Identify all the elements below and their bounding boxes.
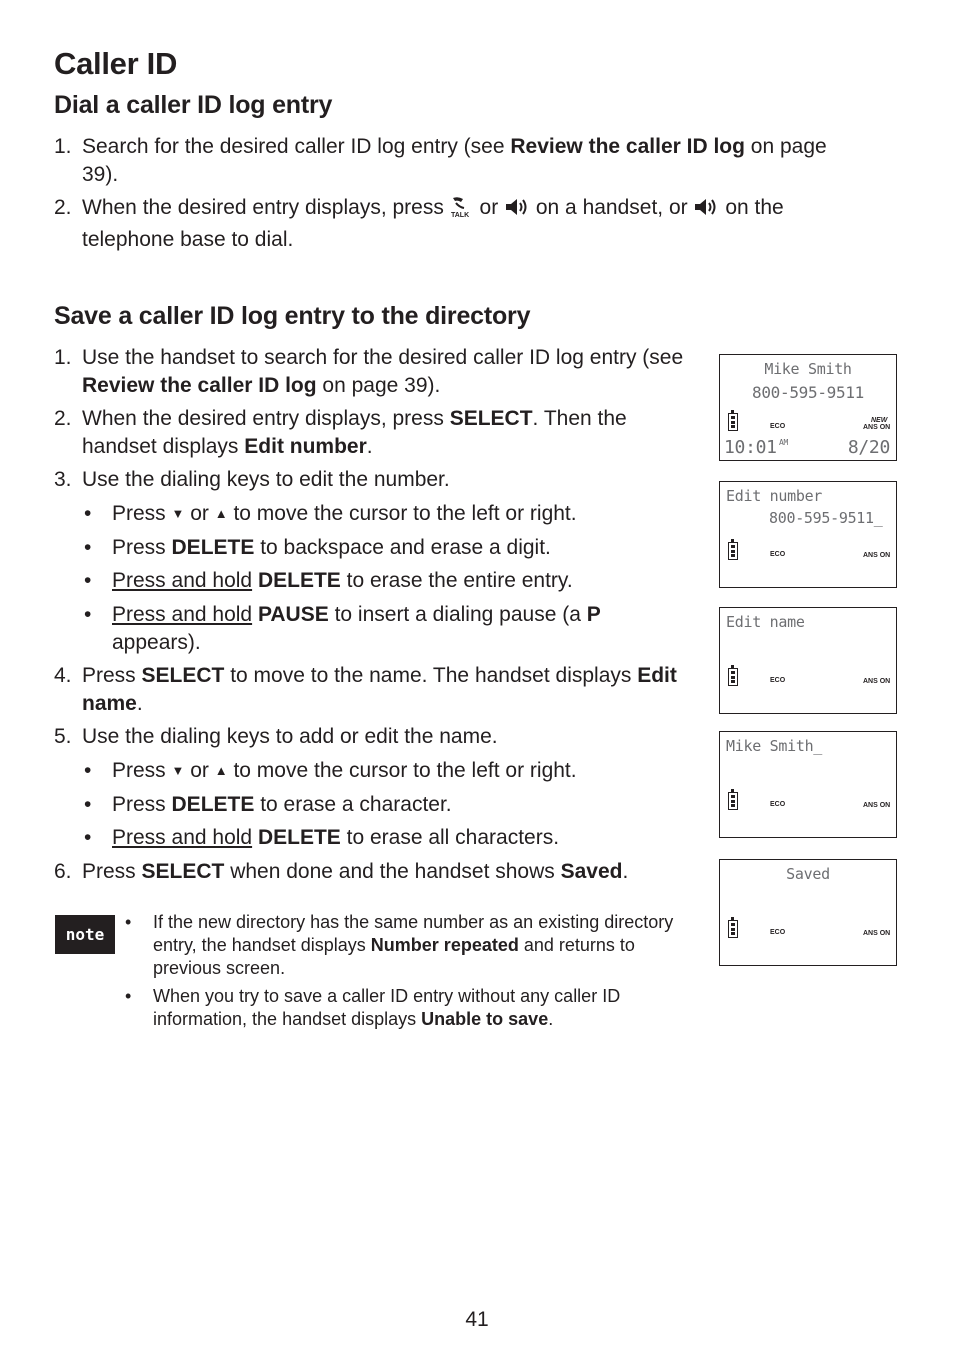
bullet-text: or (184, 759, 215, 782)
step-text: on a handset, or (530, 196, 694, 219)
lcd-screen-name-edit (719, 731, 897, 838)
lcd-number: 800-595-9511_ (769, 509, 883, 527)
talk-phone-icon (450, 194, 474, 226)
bullet-text: Press (112, 502, 172, 525)
bullet-text: appears). (112, 631, 201, 654)
step-text: to move to the name. The handset displays (224, 664, 638, 687)
lcd-time: 10:01 (724, 437, 777, 458)
step-text: Press (82, 860, 142, 883)
bullet-dot: • (84, 759, 92, 782)
dial-step-1 (54, 133, 854, 189)
save-step-6 (54, 858, 714, 886)
bullet-item (84, 534, 684, 562)
speaker-icon (693, 196, 719, 226)
bullet-text: to backspace and erase a digit. (254, 536, 551, 559)
bullet-underline: Press and hold (112, 569, 253, 592)
battery-icon (728, 413, 738, 431)
step-bold: SELECT (141, 860, 225, 883)
battery-icon (728, 668, 738, 686)
step-number: 1. (54, 346, 72, 369)
note-item (125, 985, 695, 1031)
step-bold: Edit name (82, 664, 677, 715)
save-step-1 (54, 344, 694, 400)
bullet-item (84, 791, 684, 819)
save-step-3 (54, 466, 694, 494)
step-text: on page 39). (82, 135, 827, 186)
note-bold: Unable to save (421, 1009, 549, 1029)
step-text: Search for the desired caller ID log entry (see (82, 135, 511, 158)
bullet-text: or (184, 502, 215, 525)
step-text: When the desired entry displays, press (82, 196, 450, 219)
talk-label: TALK (450, 212, 469, 218)
dial-heading: Dial a caller ID log entry (54, 91, 333, 119)
step-text: Use the handset to search for the desired caller ID log entry (see (82, 346, 684, 369)
step-text: . (366, 435, 373, 458)
note-item (125, 911, 705, 980)
step-text: on the telephone base to dial. (82, 196, 784, 251)
lcd-label: Edit name (726, 613, 805, 631)
battery-icon (728, 920, 738, 938)
bullet-dot: • (84, 569, 92, 592)
eco-indicator: ECO (770, 677, 786, 684)
save-step-2 (54, 405, 694, 461)
step-text: . (622, 860, 629, 883)
bullet-dot: • (84, 826, 92, 849)
step-number: 3. (54, 468, 72, 491)
bullet-bold: DELETE (171, 793, 255, 816)
step-bold: Review the caller ID log (510, 135, 745, 158)
bullet-text: to insert a dialing pause (a (328, 603, 587, 626)
note-text: . (548, 1009, 554, 1029)
ans-on-indicator: ANS ON (863, 678, 891, 685)
page-number: 41 (465, 1308, 489, 1331)
up-arrow-icon: ▲ (214, 763, 228, 778)
battery-icon (728, 542, 738, 560)
lcd-label: Saved (786, 865, 830, 883)
bullet-bold: DELETE (171, 536, 255, 559)
dial-step-2 (54, 194, 854, 254)
step-bold: Edit number (244, 435, 367, 458)
note-text: and returns to previous screen. (153, 935, 635, 978)
step-text: Use the dialing keys to add or edit the name. (82, 725, 498, 748)
step-text: or (473, 196, 505, 219)
step-number: 6. (54, 860, 72, 883)
step-text: When the desired entry displays, press (82, 407, 450, 430)
step-text: . Then the handset displays (82, 407, 627, 458)
bullet-text: to move the cursor to the left or right. (227, 759, 577, 782)
bullet-text: Press (112, 759, 172, 782)
lcd-label: Edit number (726, 487, 823, 505)
bullet-item (84, 824, 684, 852)
step-number: 2. (54, 407, 72, 430)
note-bold: Number repeated (370, 935, 519, 955)
note-badge: note (55, 915, 115, 954)
save-step-4 (54, 662, 694, 718)
lcd-number: 800-595-9511 (752, 383, 864, 402)
save-step-5 (54, 723, 694, 751)
ans-on-indicator: ANS ON (863, 802, 891, 809)
note-text: If the new directory has the same number as an existing directory entry, the handset displays (153, 912, 674, 955)
step-number: 4. (54, 664, 72, 687)
bullet-dot: • (125, 912, 132, 932)
lcd-label: Mike Smith_ (726, 737, 823, 755)
bullet-item (84, 500, 684, 528)
lcd-ampm: AM (779, 438, 789, 447)
step-text: Press (82, 664, 142, 687)
ans-on-indicator: ANS ON (863, 930, 891, 937)
speaker-icon (504, 196, 530, 226)
down-arrow-icon: ▼ (171, 506, 185, 521)
step-number: 2. (54, 196, 72, 219)
bullet-text: Press (112, 793, 172, 816)
bullet-underline: Press and hold (112, 826, 253, 849)
bullet-dot: • (84, 536, 92, 559)
step-text: . (136, 692, 143, 715)
eco-indicator: ECO (770, 929, 786, 936)
ans-on-indicator: ANS ON (863, 424, 891, 431)
bullet-text: to erase a character. (254, 793, 452, 816)
bullet-bold: DELETE (257, 569, 341, 592)
bullet-text: to erase the entire entry. (340, 569, 573, 592)
eco-indicator: ECO (770, 423, 786, 430)
battery-icon (728, 792, 738, 810)
bullet-text: to move the cursor to the left or right. (227, 502, 577, 525)
bullet-text: to erase all characters. (340, 826, 560, 849)
bullet-bold: DELETE (257, 826, 341, 849)
lcd-count: 8/20 (847, 437, 890, 458)
lcd-screen-edit-name (719, 607, 897, 714)
lcd-name: Mike Smith (764, 360, 852, 378)
lcd-screen-caller-entry (719, 354, 897, 461)
bullet-dot: • (125, 986, 132, 1006)
eco-indicator: ECO (770, 801, 786, 808)
step-number: 5. (54, 725, 72, 748)
bullet-item (84, 567, 684, 595)
down-arrow-icon: ▼ (171, 763, 185, 778)
lcd-screen-edit-number (719, 481, 897, 588)
bullet-item (84, 757, 684, 785)
eco-indicator: ECO (770, 551, 786, 558)
bullet-dot: • (84, 793, 92, 816)
save-heading: Save a caller ID log entry to the directory (54, 302, 531, 330)
bullet-dot: • (84, 603, 92, 626)
step-text: Use the dialing keys to edit the number. (82, 468, 450, 491)
bullet-dot: • (84, 502, 92, 525)
bullet-bold: PAUSE (257, 603, 329, 626)
step-bold: SELECT (449, 407, 533, 430)
up-arrow-icon: ▲ (214, 506, 228, 521)
bullet-item (84, 601, 604, 657)
step-text: when done and the handset shows (224, 860, 561, 883)
lcd-screen-saved (719, 859, 897, 966)
step-bold: Saved (560, 860, 623, 883)
step-bold: SELECT (141, 664, 225, 687)
bullet-bold: P (586, 603, 601, 626)
step-text: on page 39). (316, 374, 441, 397)
step-bold: Review the caller ID log (82, 374, 317, 397)
bullet-underline: Press and hold (112, 603, 253, 626)
page-title: Caller ID (54, 46, 178, 81)
bullet-text: Press (112, 536, 172, 559)
step-number: 1. (54, 135, 72, 158)
new-indicator: NEW (871, 417, 888, 424)
note-text: When you try to save a caller ID entry without any caller ID information, the handset displays (153, 986, 621, 1029)
ans-on-indicator: ANS ON (863, 552, 891, 559)
